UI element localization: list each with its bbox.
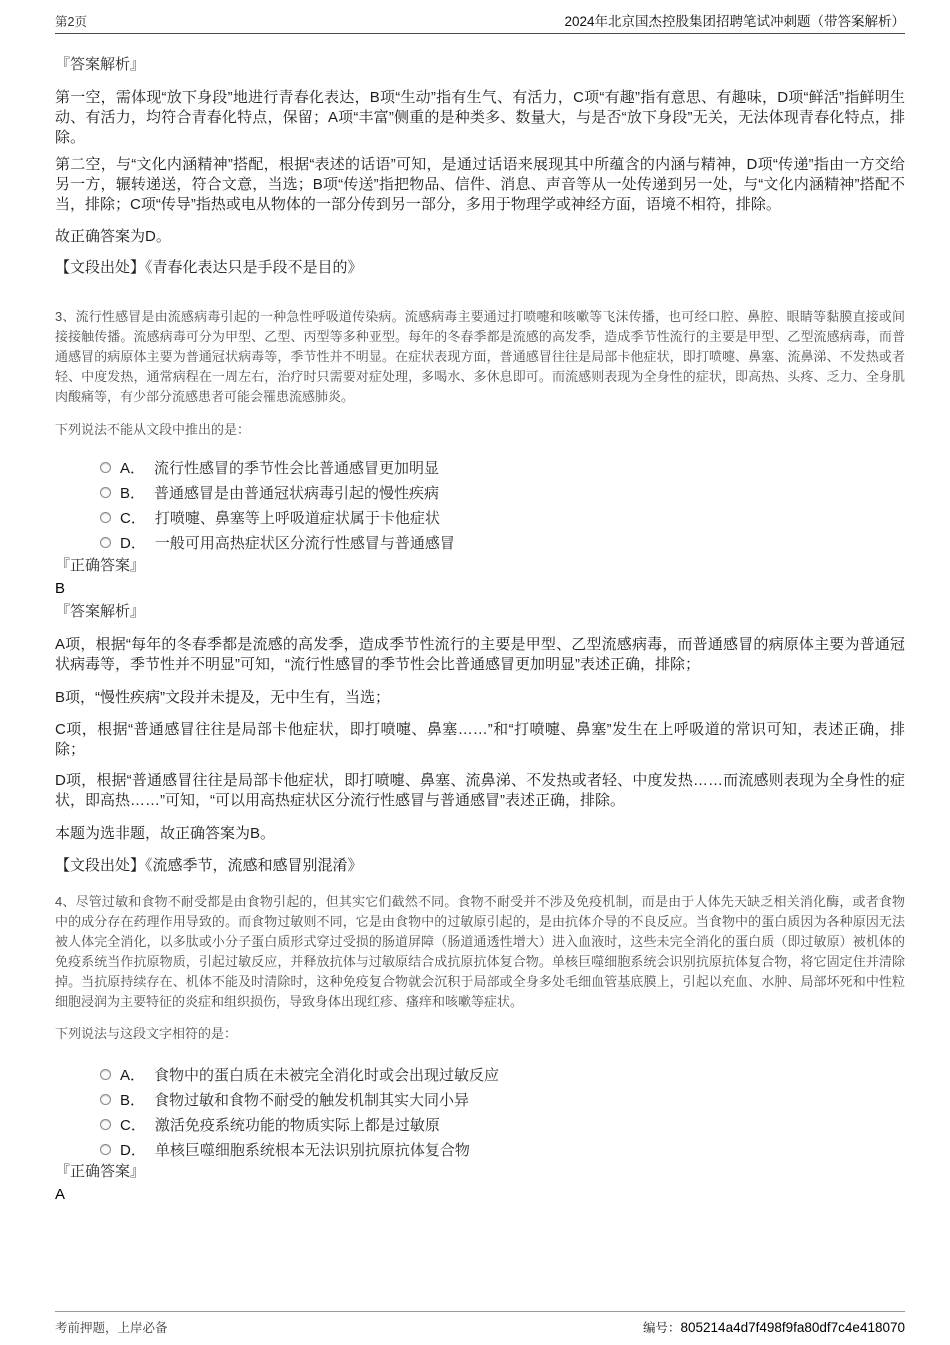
option-text: 单核巨噬细胞系统根本无法识别抗原抗体复合物 — [154, 1142, 470, 1159]
option-b[interactable] — [100, 480, 905, 505]
option-d[interactable] — [100, 1137, 905, 1162]
document-title: 2024年北京国杰控股集团招聘笔试冲刺题（带答案解析） — [564, 14, 905, 29]
option-letter: B． — [120, 485, 146, 502]
radio-icon[interactable] — [100, 512, 111, 523]
option-text: 一般可用高热症状区分流行性感冒与普通感冒 — [154, 535, 455, 552]
radio-icon[interactable] — [100, 1094, 111, 1105]
option-a[interactable] — [100, 1062, 905, 1087]
option-letter: C． — [120, 1117, 146, 1134]
radio-icon[interactable] — [100, 1069, 111, 1080]
question-3-prompt: 下列说法不能从文段中推出的是： — [55, 422, 251, 437]
footer-slogan: 考前押题，上岸必备 — [55, 1321, 168, 1335]
question-4-options — [55, 1062, 905, 1162]
option-text: 食物中的蛋白质在未被完全消化时或会出现过敏反应 — [154, 1067, 500, 1084]
radio-icon[interactable] — [100, 1119, 111, 1130]
option-b[interactable] — [100, 1087, 905, 1112]
correct-answer-label: 『正确答案』 — [55, 1163, 146, 1180]
document-id-code: 805214a4d7f498f9fa80df7c4e418070 — [680, 1320, 905, 1335]
answer-conclusion: 本题为选非题，故正确答案为B。 — [55, 825, 276, 842]
option-text: 打喷嚏、鼻塞等上呼吸道症状属于卡他症状 — [154, 510, 440, 527]
analysis-paragraph-a: A项，根据“每年的冬春季都是流感的高发季，造成季节性流行的主要是甲型、乙型流感病毒，而普通感冒的病原体主要为普通冠状病毒等，季节性并不明显”可知，“流行性感冒的季节性会比普通感冒更加明显”表述正确，排除； — [55, 636, 905, 673]
analysis-label: 『答案解析』 — [55, 56, 146, 73]
option-letter: B． — [120, 1092, 146, 1109]
page-number: 第2页 — [55, 15, 87, 29]
page-footer — [55, 1311, 905, 1336]
radio-icon[interactable] — [100, 1144, 111, 1155]
option-letter: D． — [120, 535, 146, 552]
option-a[interactable] — [100, 455, 905, 480]
analysis-paragraph: 第一空，需体现“放下身段”地进行青春化表达，B项“生动”指有生气、有活力，C项“有趣”指有意思、有趣味，D项“鲜活”指鲜明生动、有活力，均符合青春化特点，保留；A项“丰富”侧重的是种类多、数量大，与是否“放下身段”无关，无法体现青春化特点，排除。 — [55, 89, 905, 146]
analysis-paragraph-c: C项，根据“普通感冒往往是局部卡他症状，即打喷嚏、鼻塞……”和“打喷嚏、鼻塞”发生在上呼吸道的常识可知，表述正确，排除； — [55, 721, 905, 758]
option-text: 流行性感冒的季节性会比普通感冒更加明显 — [154, 460, 440, 477]
page-content — [55, 34, 905, 1205]
question-3-stem: 3、流行性感冒是由流感病毒引起的一种急性呼吸道传染病。流感病毒主要通过打喷嚏和咳嗽等飞沫传播，也可经口腔、鼻腔、眼睛等黏膜直接或间接接触传播。流感病毒可分为甲型、乙型、丙型等多种亚型。每年的冬春季都是流感的高发季，造成季节性流行的主要是甲型、乙型流感病毒，而普通感冒的病原体主要为普通冠状病毒等，季节性并不明显。在症状表现方面，普通感冒往往是局部卡他症状，即打喷嚏、鼻塞、流鼻涕、不发热或者轻、中度发热，通常病程在一周左右，治疗时只需要对症处理，多喝水、多休息即可。而流感则表现为全身性的症状，即高热、头疼、乏力、全身肌肉酸痛等，有少部分流感患者可能会罹患流感肺炎。 — [55, 309, 905, 404]
analysis-paragraph-d: D项，根据“普通感冒往往是局部卡他症状，即打喷嚏、鼻塞、流鼻涕、不发热或者轻、中度发热……而流感则表现为全身性的症状，即高热……”可知，“可以用高热症状区分流行性感冒与普通感冒”表述正确，排除。 — [55, 772, 905, 809]
source-reference: 【文段出处】《青春化表达只是手段不是目的》 — [55, 259, 363, 276]
option-text: 普通感冒是由普通冠状病毒引起的慢性疾病 — [154, 485, 440, 502]
question-4-stem: 4、尽管过敏和食物不耐受都是由食物引起的，但其实它们截然不同。食物不耐受并不涉及免疫机制，而是由于人体先天缺乏相关消化酶，或者食物中的成分存在药理作用导致的。而食物过敏则不同，它是由食物中的过敏原引起的，是由抗体介导的不良反应。当食物中的蛋白质因为各种原因无法被人体完全消化，以多肽或小分子蛋白质形式穿过受损的肠道屏障（肠道通透性增大）进入血液时，这些未完全消化的蛋白质（即过敏原）被机体的免疫系统当作抗原物质，引起过敏反应，并释放抗体与过敏原结合成抗原抗体复合物。单核巨噬细胞系统会识别抗原抗体复合物，将它固定住并清除掉。当抗原持续存在、机体不能及时清除时，这种免疫复合物就会沉积于局部或全身多处毛细血管基底膜上，引起以充血、水肿、局部坏死和中性粒细胞浸润为主要特征的炎症和组织损伤，导致身体出现红疹、瘙痒和咳嗽等症状。 — [55, 894, 905, 1009]
analysis-label: 『答案解析』 — [55, 603, 146, 620]
option-letter: A． — [120, 1067, 146, 1084]
question-4-prompt: 下列说法与这段文字相符的是： — [55, 1026, 238, 1041]
correct-answer-value: A — [55, 1186, 66, 1203]
option-letter: A． — [120, 460, 146, 477]
radio-icon[interactable] — [100, 462, 111, 473]
option-letter: C． — [120, 510, 146, 527]
radio-icon[interactable] — [100, 537, 111, 548]
radio-icon[interactable] — [100, 487, 111, 498]
option-letter: D． — [120, 1142, 146, 1159]
source-reference: 【文段出处】《流感季节，流感和感冒别混淆》 — [55, 857, 363, 874]
analysis-paragraph: 第二空，与“文化内涵精神”搭配，根据“表述的话语”可知，是通过话语来展现其中所蕴含的内涵与精神，D项“传递”指由一方交给另一方，辗转递送，符合文意，当选；B项“传送”指把物品、信件、消息、声音等从一处传递到另一处，与“文化内涵精神”搭配不当，排除；C项“传导”指热或电从物体的一部分传到另一部分，多用于物理学或神经方面，语境不相符，排除。 — [55, 156, 905, 213]
document-id-label: 编号： — [643, 1321, 681, 1335]
answer-conclusion: 故正确答案为D。 — [55, 228, 171, 245]
option-text: 食物过敏和食物不耐受的触发机制其实大同小异 — [154, 1092, 470, 1109]
option-c[interactable] — [100, 505, 905, 530]
correct-answer-label: 『正确答案』 — [55, 557, 146, 574]
option-text: 激活免疫系统功能的物质实际上都是过敏原 — [154, 1117, 440, 1134]
correct-answer-value: B — [55, 580, 66, 597]
question-3-options — [55, 455, 905, 555]
option-d[interactable] — [100, 530, 905, 555]
document-id — [643, 1318, 905, 1336]
option-c[interactable] — [100, 1112, 905, 1137]
page-header — [55, 0, 905, 34]
analysis-paragraph-b: B项，“慢性疾病”文段并未提及，无中生有，当选； — [55, 689, 390, 706]
